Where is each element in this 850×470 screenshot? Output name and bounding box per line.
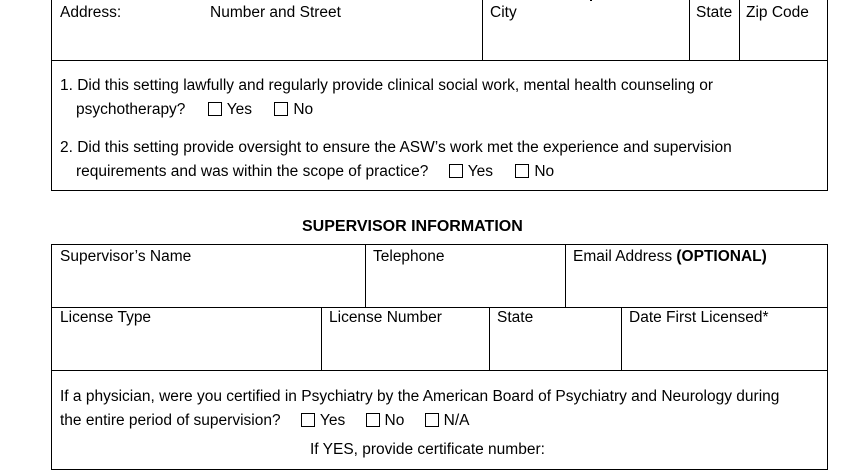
license-number-field[interactable] <box>325 332 485 367</box>
telephone-label: Telephone <box>373 248 445 265</box>
address-divider-zip <box>739 0 740 61</box>
col-divider-date <box>621 307 622 371</box>
physician-question <box>60 388 779 430</box>
license-state-field[interactable] <box>493 332 617 367</box>
physician-no-label: No <box>384 412 405 429</box>
physician-yes-checkbox[interactable] <box>301 413 315 427</box>
date-first-licensed-label: Date First Licensed* <box>629 309 769 326</box>
physician-na-label: N/A <box>443 412 470 429</box>
physician-yes-label: Yes <box>319 412 346 429</box>
physician-na-checkbox[interactable] <box>425 413 439 427</box>
address-divider-state <box>689 0 690 61</box>
license-type-label: License Type <box>60 309 152 326</box>
question-1-text-cont: psychotherapy? <box>76 101 186 118</box>
license-number-label: License Number <box>329 309 442 326</box>
question-1 <box>60 77 713 119</box>
supervisor-name-field[interactable] <box>56 270 360 304</box>
question-1-text: 1. Did this setting lawfully and regularly provide clinical social work, mental health counseling or <box>60 77 714 94</box>
physician-question-text-cont: the entire period of supervision? <box>60 412 281 429</box>
q2-yes-checkbox[interactable] <box>449 164 463 178</box>
street-field[interactable] <box>56 26 478 58</box>
col-divider-email <box>565 244 566 308</box>
telephone-field[interactable] <box>369 270 561 304</box>
question-2-text: 2. Did this setting provide oversight to ensure the ASW’s work met the experience and supervision <box>60 139 732 156</box>
question-2-text-cont: requirements and was within the scope of practice? <box>76 163 429 180</box>
q1-yes-checkbox[interactable] <box>208 102 222 116</box>
certificate-number-prompt: If YES, provide certificate number: <box>310 441 545 458</box>
state-label: State <box>696 4 733 21</box>
supervisor-name-label: Supervisor’s Name <box>60 248 192 265</box>
email-label-text: Email Address <box>573 248 673 265</box>
q1-no-checkbox[interactable] <box>274 102 288 116</box>
q2-yes-label: Yes <box>467 163 493 180</box>
license-state-label: State <box>497 309 534 326</box>
date-first-licensed-field[interactable] <box>625 332 824 367</box>
q1-yes-label: Yes <box>226 101 253 118</box>
city-label: City <box>490 4 517 21</box>
col-divider-state <box>489 307 490 371</box>
q2-no-label: No <box>534 163 555 180</box>
state-field[interactable] <box>692 26 736 58</box>
zip-code-field[interactable] <box>742 26 824 58</box>
city-field[interactable] <box>486 26 686 58</box>
col-divider-telephone <box>365 244 366 308</box>
address-divider-city <box>482 0 483 61</box>
q2-no-checkbox[interactable] <box>515 164 529 178</box>
physician-no-checkbox[interactable] <box>366 413 380 427</box>
address-comma-mark <box>590 0 592 1</box>
q1-no-label: No <box>293 101 314 118</box>
zip-code-label: Zip Code <box>746 4 809 21</box>
row-divider <box>51 307 828 308</box>
question-2 <box>60 139 732 181</box>
address-label: Address: <box>60 4 122 21</box>
email-field[interactable] <box>569 270 824 304</box>
number-street-label: Number and Street <box>210 4 341 21</box>
physician-question-text: If a physician, were you certified in Psychiatry by the American Board of Psychiatry and Neurology during <box>60 388 780 405</box>
email-optional-tag: (OPTIONAL) <box>676 248 767 265</box>
license-type-field[interactable] <box>56 332 316 367</box>
section-heading: SUPERVISOR INFORMATION <box>302 218 523 235</box>
email-address-label <box>573 248 767 266</box>
col-divider-license-number <box>321 307 322 371</box>
